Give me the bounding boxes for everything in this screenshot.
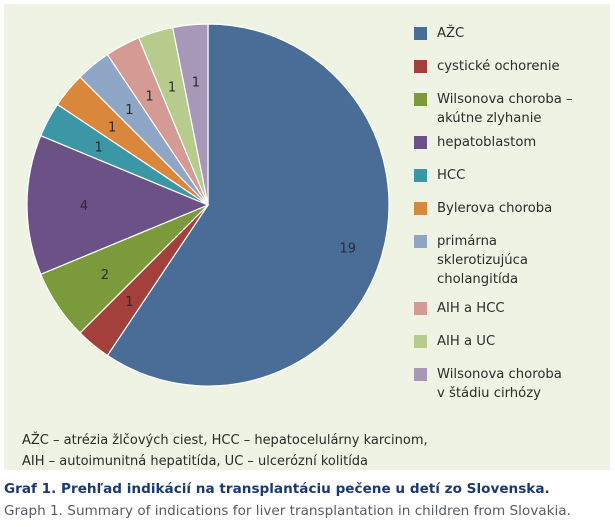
legend-item-1: [414, 24, 602, 43]
legend-item-7: [414, 232, 602, 289]
caption-title: Graf 1. Prehľad indikácií na transplantáciu pečene u detí zo Slovenska.: [4, 481, 550, 497]
legend-label: Wilsonova choroba v štádiu cirhózy: [437, 367, 562, 401]
legend-swatch: [414, 235, 427, 248]
legend-item-2: [414, 57, 602, 76]
legend-item-8: [414, 299, 602, 318]
slice-value-label-6: 1: [108, 120, 117, 136]
legend-swatch: [414, 335, 427, 348]
slice-value-label-9: 1: [167, 80, 177, 96]
legend-swatch: [414, 60, 427, 73]
legend-item-10: [414, 365, 602, 403]
legend-label: AŽC: [437, 26, 465, 41]
slice-value-label-4: 4: [79, 199, 89, 214]
legend-item-6: [414, 199, 602, 218]
legend-item-5: [414, 166, 602, 185]
legend-swatch: [414, 202, 427, 215]
legend-swatch: [414, 27, 427, 40]
legend-label: Bylerova choroba: [437, 201, 553, 216]
slice-value-label-3: 2: [100, 267, 110, 283]
legend-swatch: [414, 136, 427, 149]
footnote-line-2: AIH – autoimunitná hepatitída, UC – ulcerózní kolitída: [22, 454, 369, 469]
legend-label: cystické ochorenie: [437, 59, 560, 74]
legend-swatch: [414, 302, 427, 315]
legend-label: AIH a HCC: [437, 301, 505, 316]
legend-label: Wilsonova choroba – akútne zlyhanie: [437, 92, 573, 126]
legend-label: HCC: [437, 168, 466, 183]
legend-swatch: [414, 169, 427, 182]
legend-item-4: [414, 133, 602, 152]
footnote-line-1: AŽC – atrézia žlčových ciest, HCC – hepatocelulárny karcinom,: [22, 433, 428, 448]
legend-swatch: [414, 368, 427, 381]
slice-value-label-10: 1: [191, 75, 200, 91]
legend-label: hepatoblastom: [437, 135, 537, 150]
legend-item-9: [414, 332, 602, 351]
figure-panel: [4, 4, 610, 470]
legend-label: AIH a UC: [437, 334, 496, 349]
legend-item-3: [414, 90, 602, 128]
legend-label: primárna sklerotizujúca cholangitída: [437, 234, 528, 287]
slice-value-label-7: 1: [125, 103, 134, 119]
caption-subtitle: Graph 1. Summary of indications for liver transplantation in children from Slovakia.: [4, 503, 571, 519]
slice-value-label-1: 19: [339, 241, 356, 257]
slice-value-label-8: 1: [145, 89, 154, 105]
slice-value-label-2: 1: [125, 294, 134, 310]
legend-swatch: [414, 93, 427, 106]
abbreviations-footnote: [22, 430, 428, 472]
slice-value-label-5: 1: [94, 140, 103, 156]
